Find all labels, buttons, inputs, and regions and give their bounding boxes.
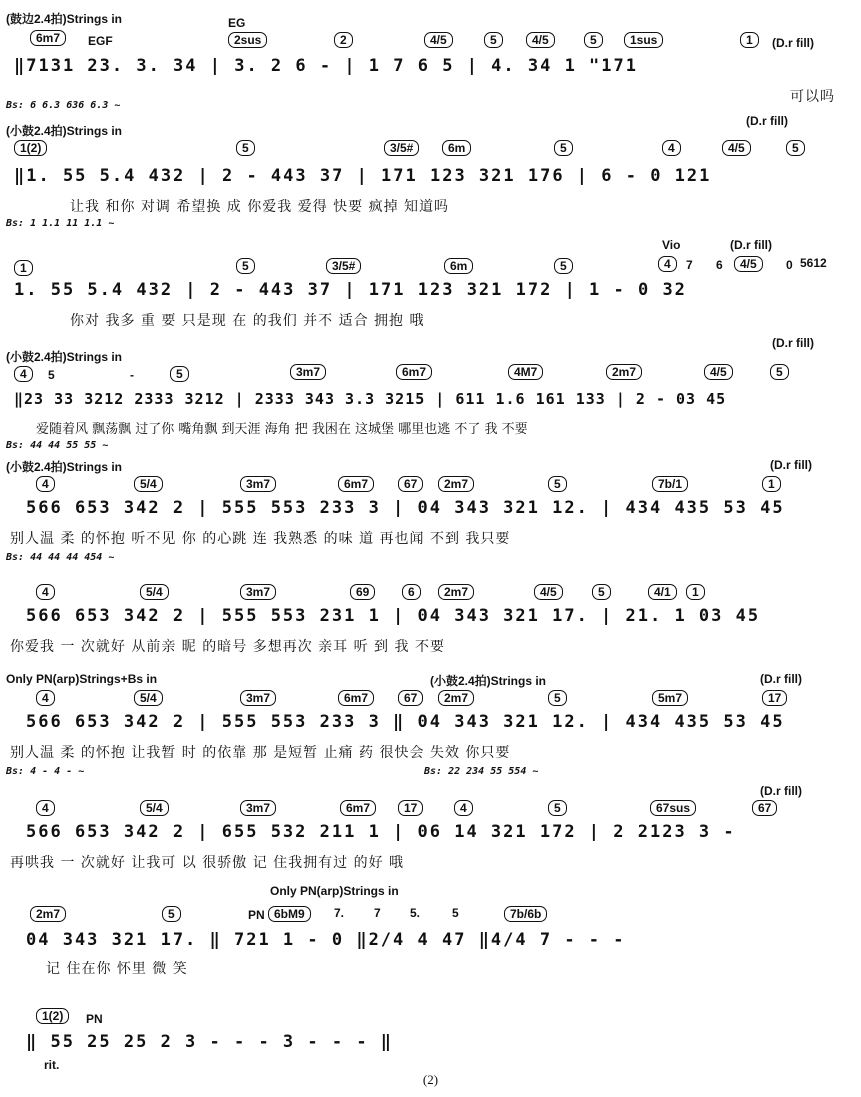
chord: 4/5 xyxy=(534,584,563,600)
instruction: Only PN(arp)Strings+Bs in xyxy=(6,672,158,686)
chord: 5 xyxy=(170,366,189,382)
chord: 6m7 xyxy=(338,690,374,706)
bass-line: Bs: 6 6.3 636 6.3 ~ xyxy=(6,100,121,111)
chord: 2m7 xyxy=(438,476,474,492)
chord: 4 xyxy=(36,476,55,492)
system-7 xyxy=(0,672,861,782)
lyrics: 再哄我 一 次就好 让我可 以 很骄傲 记 住我拥有过 的好 哦 xyxy=(10,855,405,871)
lyrics: 记 住在你 怀里 微 笑 xyxy=(46,961,188,977)
chord: 5/4 xyxy=(140,584,169,600)
chord: 3/5# xyxy=(326,258,361,274)
fill-mark: (D.r fill) xyxy=(730,238,772,252)
chord: 5 xyxy=(786,140,805,156)
lyrics: 你对 我多 重 要 只是现 在 的我们 并不 适合 拥抱 哦 xyxy=(70,313,425,329)
chord: 4 xyxy=(36,690,55,706)
chord: 17 xyxy=(398,800,423,816)
mark: 6 xyxy=(716,258,723,272)
mark: 7 xyxy=(686,258,693,272)
notes: 566 653 342 2 | 555 553 231 1 | 04 343 321 17. | 21. 1 03 45 xyxy=(26,606,761,626)
chord: 2m7 xyxy=(438,584,474,600)
chord: 5/4 xyxy=(134,690,163,706)
instruction: (小鼓2.4拍)Strings in xyxy=(6,350,123,364)
chord: 4/5 xyxy=(424,32,453,48)
chord: 1(2) xyxy=(14,140,47,156)
system-9 xyxy=(0,884,861,980)
chord: 1 xyxy=(14,260,33,276)
fill-mark: (D.r fill) xyxy=(760,784,802,798)
fill-mark: (D.r fill) xyxy=(770,458,812,472)
chord: 67sus xyxy=(650,800,696,816)
system-1 xyxy=(0,8,861,111)
chord: 5 xyxy=(162,906,181,922)
instruction: (小鼓2.4拍)Strings in xyxy=(6,460,123,474)
instruction: Only PN(arp)Strings in xyxy=(270,884,399,898)
chord: 7b/6b xyxy=(504,906,547,922)
chord: 2m7 xyxy=(30,906,66,922)
chord: 4/5 xyxy=(722,140,751,156)
chord: 2 xyxy=(334,32,353,48)
chord: 67 xyxy=(752,800,777,816)
chord: 6m7 xyxy=(340,800,376,816)
rit-mark: rit. xyxy=(44,1058,60,1072)
chord: 3m7 xyxy=(290,364,326,380)
chord: 3/5# xyxy=(384,140,419,156)
instruction: (小鼓2.4拍)Strings in xyxy=(430,674,547,688)
system-6 xyxy=(0,578,861,674)
chord: 6m xyxy=(444,258,473,274)
notes: ‖ 55 25 25 2 3 - - - 3 - - - ‖ xyxy=(26,1032,394,1052)
chord: 1 xyxy=(686,584,705,600)
chord: 4 xyxy=(454,800,473,816)
chord: 4/5 xyxy=(734,256,763,272)
chord: 6m7 xyxy=(396,364,432,380)
chord: 5 xyxy=(484,32,503,48)
chord: 5m7 xyxy=(652,690,688,706)
chord: 67 xyxy=(398,690,423,706)
chord: 5 xyxy=(554,258,573,274)
chord: 5 xyxy=(548,690,567,706)
fill-mark: (D.r fill) xyxy=(772,36,814,50)
bass-line: Bs: 4 - 4 - ~ xyxy=(6,766,85,777)
chord: 5 xyxy=(236,140,255,156)
notes: 566 653 342 2 | 555 553 233 3 | 04 343 321 12. | 434 435 53 45 xyxy=(26,498,785,518)
bass-line: Bs: 44 44 44 454 ~ xyxy=(6,552,115,563)
mark: 7. xyxy=(334,906,345,920)
chord: 2m7 xyxy=(606,364,642,380)
chord: 3m7 xyxy=(240,690,276,706)
eg-mark: EG xyxy=(228,16,246,30)
chord: 4 xyxy=(662,140,681,156)
chord: 6 xyxy=(402,584,421,600)
pn-mark: PN xyxy=(86,1012,103,1026)
chord: 1 xyxy=(740,32,759,48)
lyrics: 别人温 柔 的怀抱 让我暂 时 的依靠 那 是短暂 止痛 药 很快会 失效 你只要 xyxy=(10,745,511,761)
notes: 04 343 321 17. ‖ 721 1 - 0 ‖2/4 4 47 ‖4/4 7 - - - xyxy=(26,930,626,950)
system-10 xyxy=(0,1000,861,1070)
page-number: (2) xyxy=(422,1072,439,1087)
chord: 4 xyxy=(658,256,677,272)
system-4 xyxy=(0,336,861,456)
chord: 2sus xyxy=(228,32,267,48)
chord: 5/4 xyxy=(134,476,163,492)
chord: 4 xyxy=(36,800,55,816)
mark: 5 xyxy=(452,906,459,920)
chord: 3m7 xyxy=(240,800,276,816)
vio-mark: Vio xyxy=(662,238,681,252)
chord: 4/5 xyxy=(704,364,733,380)
chord: 5/4 xyxy=(140,800,169,816)
chord: 6m7 xyxy=(338,476,374,492)
instruction: (小鼓2.4拍)Strings in xyxy=(6,124,123,138)
notes: 1. 55 5.4 432 | 2 - 443 37 | 171 123 321 172 | 1 - 0 32 xyxy=(14,280,687,300)
chord: 1 xyxy=(762,476,781,492)
chord: 7b/1 xyxy=(652,476,688,492)
lyrics: 你爱我 一 次就好 从前亲 昵 的暗号 多想再次 亲耳 听 到 我 不要 xyxy=(10,639,445,655)
mark: 5612 xyxy=(800,256,827,270)
chord: 5 xyxy=(554,140,573,156)
chord: 5 xyxy=(548,800,567,816)
chord: 1sus xyxy=(624,32,663,48)
chord: 5 xyxy=(770,364,789,380)
mark: 5 xyxy=(48,368,55,382)
notes: ‖7131 23. 3. 34 | 3. 2 6 - | 1 7 6 5 | 4. 34 1 "171 xyxy=(14,56,638,76)
mark: 0 xyxy=(786,258,793,272)
chord: 4/5 xyxy=(526,32,555,48)
chord: 2m7 xyxy=(438,690,474,706)
chord: 6m7 xyxy=(30,30,66,46)
chord: 3m7 xyxy=(240,584,276,600)
system-5 xyxy=(0,458,861,568)
fill-mark: (D.r fill) xyxy=(772,336,814,350)
chord: 6bM9 xyxy=(268,906,311,922)
chord: 5 xyxy=(236,258,255,274)
pn-mark: PN xyxy=(248,908,265,922)
chord: 4 xyxy=(36,584,55,600)
mark: - xyxy=(130,368,134,382)
chord: 4/1 xyxy=(648,584,677,600)
chord: 5 xyxy=(548,476,567,492)
notes: 566 653 342 2 | 555 553 233 3 ‖ 04 343 321 12. | 434 435 53 45 xyxy=(26,712,785,732)
bass-line: Bs: 1 1.1 11 1.1 ~ xyxy=(6,218,115,229)
chord: 69 xyxy=(350,584,375,600)
fill-mark: (D.r fill) xyxy=(760,672,802,686)
bass-line: Bs: 22 234 55 554 ~ xyxy=(424,766,539,777)
chord-suffix: EGF xyxy=(88,34,113,48)
notes: 566 653 342 2 | 655 532 211 1 | 06 14 321 172 | 2 2123 3 - xyxy=(26,822,736,842)
chord: 6m xyxy=(442,140,471,156)
chord: 67 xyxy=(398,476,423,492)
lyrics: 让我 和你 对调 希望换 成 你爱我 爱得 快要 疯掉 知道吗 xyxy=(70,199,450,215)
chord: 3m7 xyxy=(240,476,276,492)
system-3 xyxy=(0,238,861,338)
fill-mark: (D.r fill) xyxy=(746,114,788,128)
chord: 17 xyxy=(762,690,787,706)
lyrics: 爱随着风 飘荡飘 过了你 嘴角飘 到天涯 海角 把 我困在 这城堡 哪里也逃 不了 我 不要 xyxy=(36,422,528,437)
instruction: (鼓边2.4拍)Strings in xyxy=(6,12,123,26)
mark: 5. xyxy=(410,906,421,920)
system-8 xyxy=(0,784,861,880)
mark: 7 xyxy=(374,906,381,920)
chord: 4 xyxy=(14,366,33,382)
lyrics: 别人温 柔 的怀抱 听不见 你 的心跳 连 我熟悉 的味 道 再也闻 不到 我只要 xyxy=(10,531,511,547)
chord: 5 xyxy=(584,32,603,48)
system-2 xyxy=(0,114,861,229)
lyrics: 可以吗 xyxy=(790,89,835,105)
notes: ‖23 33 3212 2333 3212 | 2333 343 3.3 3215 | 611 1.6 161 133 | 2 - 03 45 xyxy=(14,390,727,408)
chord: 1(2) xyxy=(36,1008,69,1024)
chord: 5 xyxy=(592,584,611,600)
chord: 4M7 xyxy=(508,364,543,380)
bass-line: Bs: 44 44 55 55 ~ xyxy=(6,440,109,451)
notes: ‖1. 55 5.4 432 | 2 - 443 37 | 171 123 321 176 | 6 - 0 121 xyxy=(14,166,712,186)
